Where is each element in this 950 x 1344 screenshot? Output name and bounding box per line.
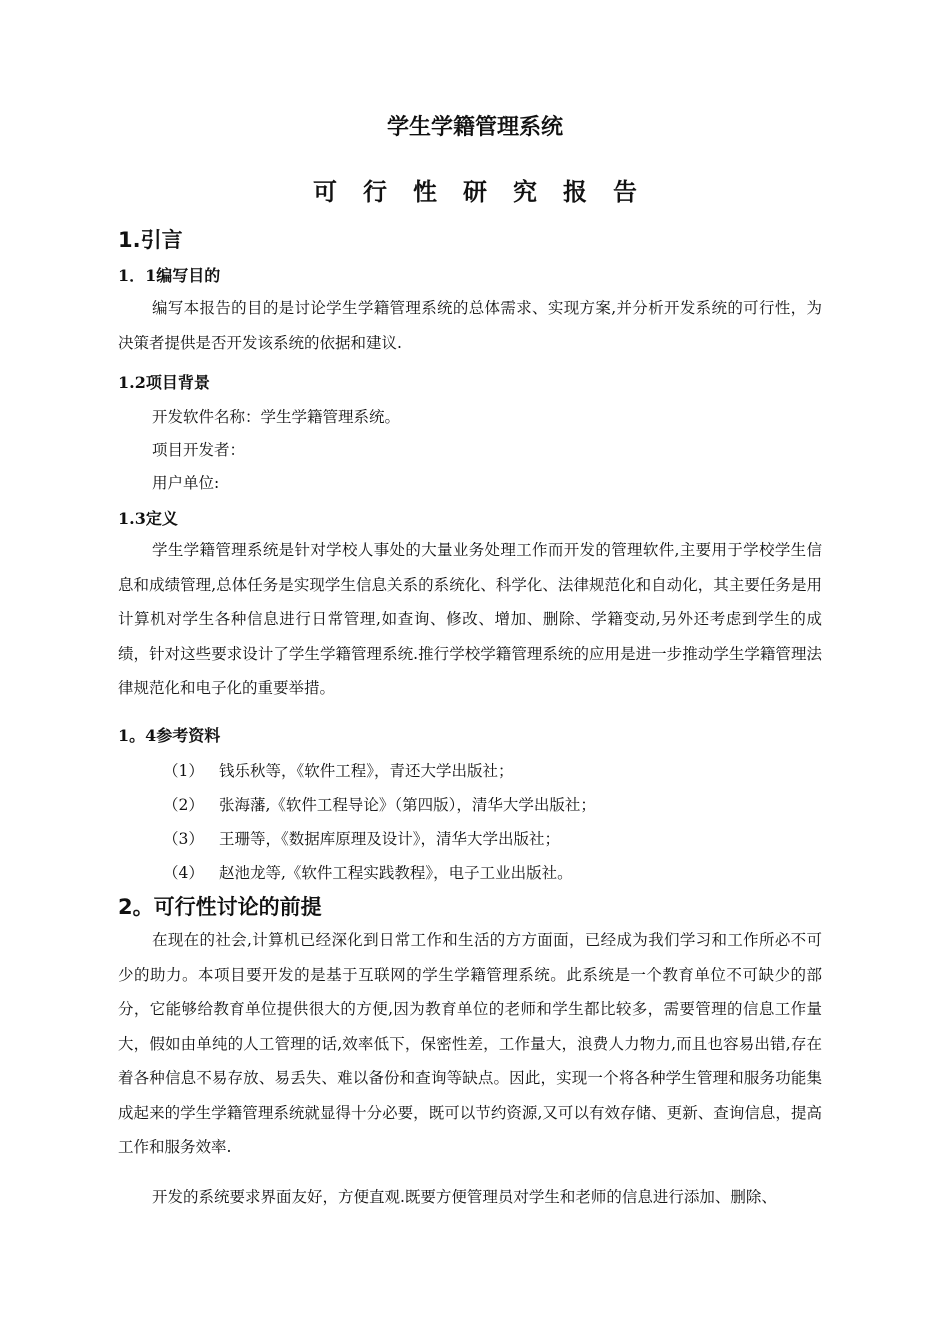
reference-number: （2）: [163, 796, 204, 814]
reference-text: 钱乐秋等，《软件工程》，青还大学出版社；: [219, 762, 514, 780]
section-2-paragraph-1: 在现在的社会,计算机已经深化到日常工作和生活的方方面面，已经成为我们学习和工作所必不可少的助力。本项目要开发的是基于互联网的学生学籍管理系统。此系统是一个教育单位不可缺少的部分，它能够给教育单位提供很大的方便,因为教育单位的老师和学生都比较多，需要管理的信息工作量大，假如由单纯的人工管理的话,效率低下，保密性差，工作量大，浪费人力物力,而且也容易出错,存在着各种信息不易存放、易丢失、难以备份和查询等缺点。因此，实现一个将各种学生管理和服务功能集成起来的学生学籍管理系统就显得十分必要，既可以节约资源,又可以有效存储、更新、查询信息，提高工作和服务效率.: [118, 931, 822, 1156]
reference-text: 王珊等，《数据库原理及设计》，清华大学出版社；: [219, 830, 561, 848]
reference-number: （4）: [163, 864, 204, 882]
document-subtitle: 可行性研究报告: [313, 178, 663, 206]
section-1-2-heading: 1.2项目背景: [118, 373, 210, 392]
section-2-paragraph-2: 开发的系统要求界面友好，方便直观.既要方便管理员对学生和老师的信息进行添加、删除、: [152, 1188, 777, 1206]
section-1-3-heading: 1.3定义: [118, 509, 178, 528]
section-1-1-paragraph: 编写本报告的目的是讨论学生学籍管理系统的总体需求、实现方案,并分析开发系统的可行性，为决策者提供是否开发该系统的依据和建议.: [118, 299, 822, 352]
section-2-heading: 2。可行性讨论的前提: [118, 895, 322, 919]
reference-text: 张海藩,《软件工程导论》（第四版），清华大学出版社；: [219, 796, 596, 814]
document-title: 学生学籍管理系统: [386, 115, 563, 140]
reference-number: （1）: [163, 762, 204, 780]
project-user-unit: 用户单位:: [152, 474, 220, 492]
reference-text: 赵池龙等,《软件工程实践教程》，电子工业出版社。: [219, 864, 573, 882]
project-software-name: 开发软件名称：学生学籍管理系统。: [152, 408, 401, 426]
section-1-1-heading: 1．1编写目的: [118, 266, 221, 285]
reference-number: （3）: [163, 830, 204, 848]
project-developer: 项目开发者：: [152, 441, 246, 459]
section-1-4-heading: 1。4参考资料: [118, 726, 221, 745]
section-1-heading: 1.引言: [118, 228, 183, 252]
section-1-3-paragraph: 学生学籍管理系统是针对学校人事处的大量业务处理工作而开发的管理软件,主要用于学校学生信息和成绩管理,总体任务是实现学生信息关系的系统化、科学化、法律规范化和自动化，其主要任务是用计算机对学生各种信息进行日常管理,如查询、修改、增加、删除、学籍变动,另外还考虑到学生的成绩，针对这些要求设计了学生学籍管理系统.推行学校学籍管理系统的应用是进一步推动学生学籍管理法律规范化和电子化的重要举措。: [118, 541, 822, 697]
